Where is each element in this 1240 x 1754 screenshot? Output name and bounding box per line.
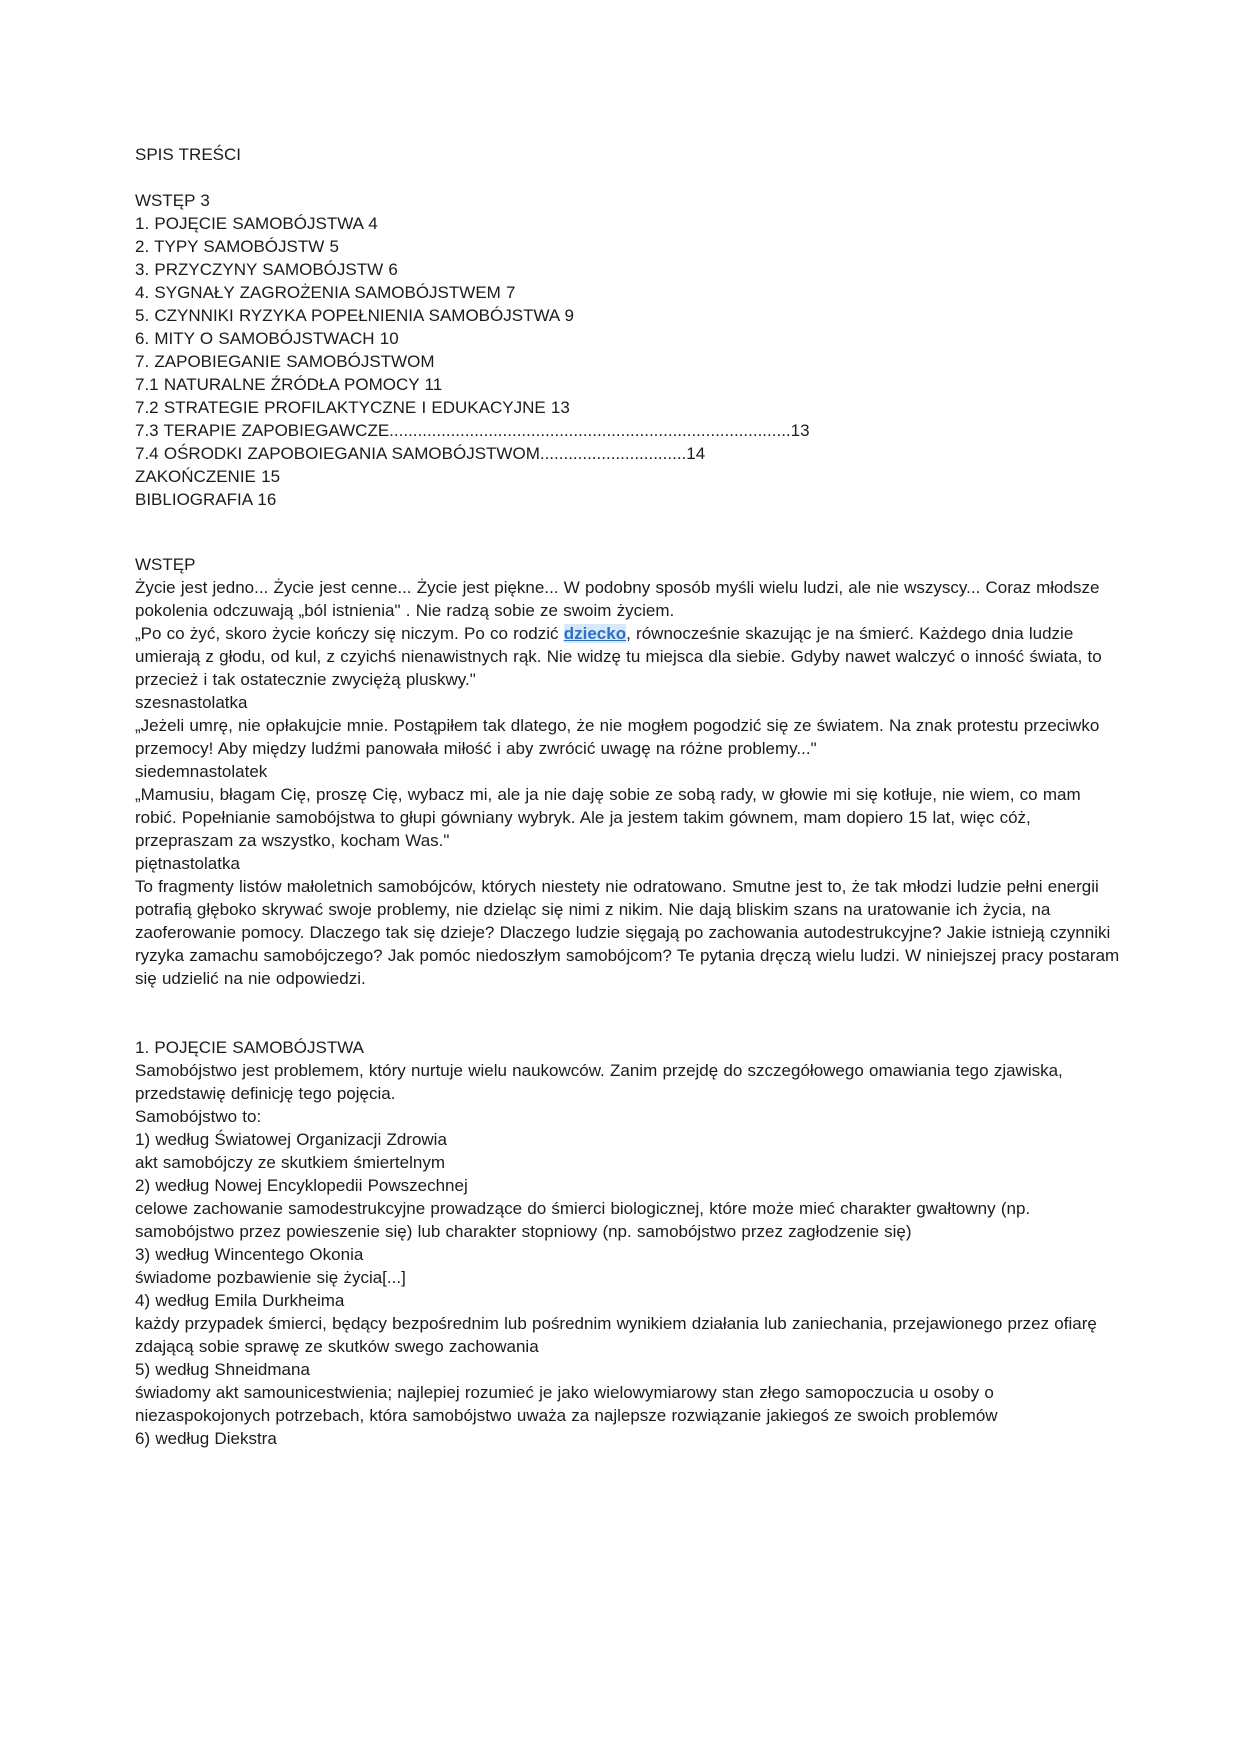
- toc-entry-7-zapobieganie: 7. ZAPOBIEGANIE SAMOBÓJSTWOM: [135, 352, 435, 371]
- table-of-contents: [135, 143, 1120, 511]
- quote1-text-before: „Po co żyć, skoro życie kończy się niczym. Po co rodzić: [135, 624, 564, 643]
- toc-entry-7-1-naturalne: 7.1 NATURALNE ŹRÓDŁA POMOCY 11: [135, 375, 443, 394]
- toc-entry-7-4-osrodki: 7.4 OŚRODKI ZAPOBOIEGANIA SAMOBÓJSTWOM...............................14: [135, 444, 706, 463]
- section-1-pojecie-samobojstwa: [135, 1036, 1120, 1450]
- section1-definition-text: akt samobójczy ze skutkiem śmiertelnym: [135, 1153, 445, 1172]
- quote1-signature: szesnastolatka: [135, 693, 248, 712]
- wstep-closing-paragraph: To fragmenty listów małoletnich samobójców, których niestety nie odratowano. Smutne jest to, że tak młodzi ludzie pełni energii potrafią głęboko skrywać swoje problemy, nie dzieląc się nimi z nikim. Nie dają bliskim szans na uratowanie ich życia, na zaoferowanie pomocy. Dlaczego tak się dzieje? Dlaczego ludzie sięgają po zachowania autodestrukcyjne? Jakie istnieją czynniki ryzyka zamachu samobójczego? Jak pomóc niedoszłym samobójcom? Te pytania dręczą wielu ludzi. W niniejszej pracy postaram się udzielić na nie odpowiedzi.: [135, 877, 1120, 988]
- toc-entry-3-przyczyny: 3. PRZYCZYNY SAMOBÓJSTW 6: [135, 260, 398, 279]
- section1-definition-item: 1) według Światowej Organizacji Zdrowia: [135, 1130, 447, 1149]
- section1-heading: 1. POJĘCIE SAMOBÓJSTWA: [135, 1038, 364, 1057]
- section1-definition-text: świadome pozbawienie się życia[...]: [135, 1268, 406, 1287]
- section1-paragraph: Samobójstwo jest problemem, który nurtuje wielu naukowców. Zanim przejdę do szczegółowego omawiania tego zjawiska, przedstawię definicję tego pojęcia.: [135, 1061, 1063, 1103]
- wstep-quote1-paragraph: [135, 622, 1120, 691]
- quote2-signature: siedemnastolatek: [135, 762, 268, 781]
- section1-definition-item: 4) według Emila Durkheima: [135, 1291, 345, 1310]
- toc-entry-5-czynniki: 5. CZYNNIKI RYZYKA POPEŁNIENIA SAMOBÓJSTWA 9: [135, 306, 574, 325]
- toc-entry-7-3-terapie: 7.3 TERAPIE ZAPOBIEGAWCZE.....................................................................................13: [135, 421, 810, 440]
- toc-entry-7-2-strategie: 7.2 STRATEGIE PROFILAKTYCZNE I EDUKACYJNE 13: [135, 398, 570, 417]
- section1-paragraph: Samobójstwo to:: [135, 1107, 262, 1126]
- toc-entry-4-sygnaly: 4. SYGNAŁY ZAGROŻENIA SAMOBÓJSTWEM 7: [135, 283, 516, 302]
- section1-definition-text: celowe zachowanie samodestrukcyjne prowadzące do śmierci biologicznej, które może mieć charakter gwałtowny (np. samobójstwo przez powieszenie się) lub charakter stopniowy (np. samobójstwo przez zagłodzenie się): [135, 1199, 1031, 1241]
- quote3-signature: piętnastolatka: [135, 854, 240, 873]
- section1-definition-text: świadomy akt samounicestwienia; najlepiej rozumieć je jako wielowymiarowy stan złego samopoczucia u osoby o niezaspokojonych potrzebach, która samobójstwo uważa za najlepsze rozwiązanie jakiegoś ze swoich problemów: [135, 1383, 998, 1425]
- toc-entry-6-mity: 6. MITY O SAMOBÓJSTWACH 10: [135, 329, 399, 348]
- toc-entry-wstep: WSTĘP 3: [135, 191, 210, 210]
- section1-definition-item: 5) według Shneidmana: [135, 1360, 310, 1379]
- toc-entry-zakonczenie: ZAKOŃCZENIE 15: [135, 467, 281, 486]
- wstep-intro-paragraph: Życie jest jedno... Życie jest cenne... Życie jest piękne... W podobny sposób myśli wielu ludzi, ale nie wszyscy... Coraz młodsze pokolenia odczuwają „ból istnienia" . Nie radzą sobie ze swoim życiem.: [135, 578, 1100, 620]
- toc-entry-1-pojecie: 1. POJĘCIE SAMOBÓJSTWA 4: [135, 214, 378, 233]
- section1-definition-text: każdy przypadek śmierci, będący bezpośrednim lub pośrednim wynikiem działania lub zaniechania, przejawionego przez ofiarę zdającą sobie sprawę ze skutków swego zachowania: [135, 1314, 1097, 1356]
- section1-definition-item: 6) według Diekstra: [135, 1429, 277, 1448]
- section-wstep: [135, 553, 1120, 990]
- quote1-text-after: , równocześnie skazując je na śmierć. Każdego dnia ludzie umierają z głodu, od kul, z czyichś nienawistnych rąk. Nie widzę tu miejsca dla siebie. Gdyby nawet walczyć o inność świata, to przecież i tak ostatecznie zwyciężą pluskwy.": [135, 624, 1102, 689]
- section1-definition-item: 3) według Wincentego Okonia: [135, 1245, 364, 1264]
- wstep-quote2-paragraph: „Jeżeli umrę, nie opłakujcie mnie. Postąpiłem tak dlatego, że nie mogłem pogodzić się ze światem. Na znak protestu przeciwko przemocy! Aby między ludźmi panowała miłość i aby zwrócić uwagę na różne problemy...": [135, 716, 1100, 758]
- toc-title: SPIS TREŚCI: [135, 145, 241, 164]
- wstep-heading: WSTĘP: [135, 555, 196, 574]
- dziecko-link[interactable]: dziecko: [563, 624, 627, 643]
- toc-entry-2-typy: 2. TYPY SAMOBÓJSTW 5: [135, 237, 339, 256]
- wstep-quote3-paragraph: „Mamusiu, błagam Cię, proszę Cię, wybacz mi, ale ja nie daję sobie ze sobą rady, w głowie mi się kotłuje, nie wiem, co mam robić. Popełnianie samobójstwa to głupi gówniany wybryk. Ale ja jestem takim gównem, mam dopiero 15 lat, więc cóż, przepraszam za wszystko, kocham Was.": [135, 785, 1081, 850]
- section1-definition-item: 2) według Nowej Encyklopedii Powszechnej: [135, 1176, 468, 1195]
- toc-entry-bibliografia: BIBLIOGRAFIA 16: [135, 490, 277, 509]
